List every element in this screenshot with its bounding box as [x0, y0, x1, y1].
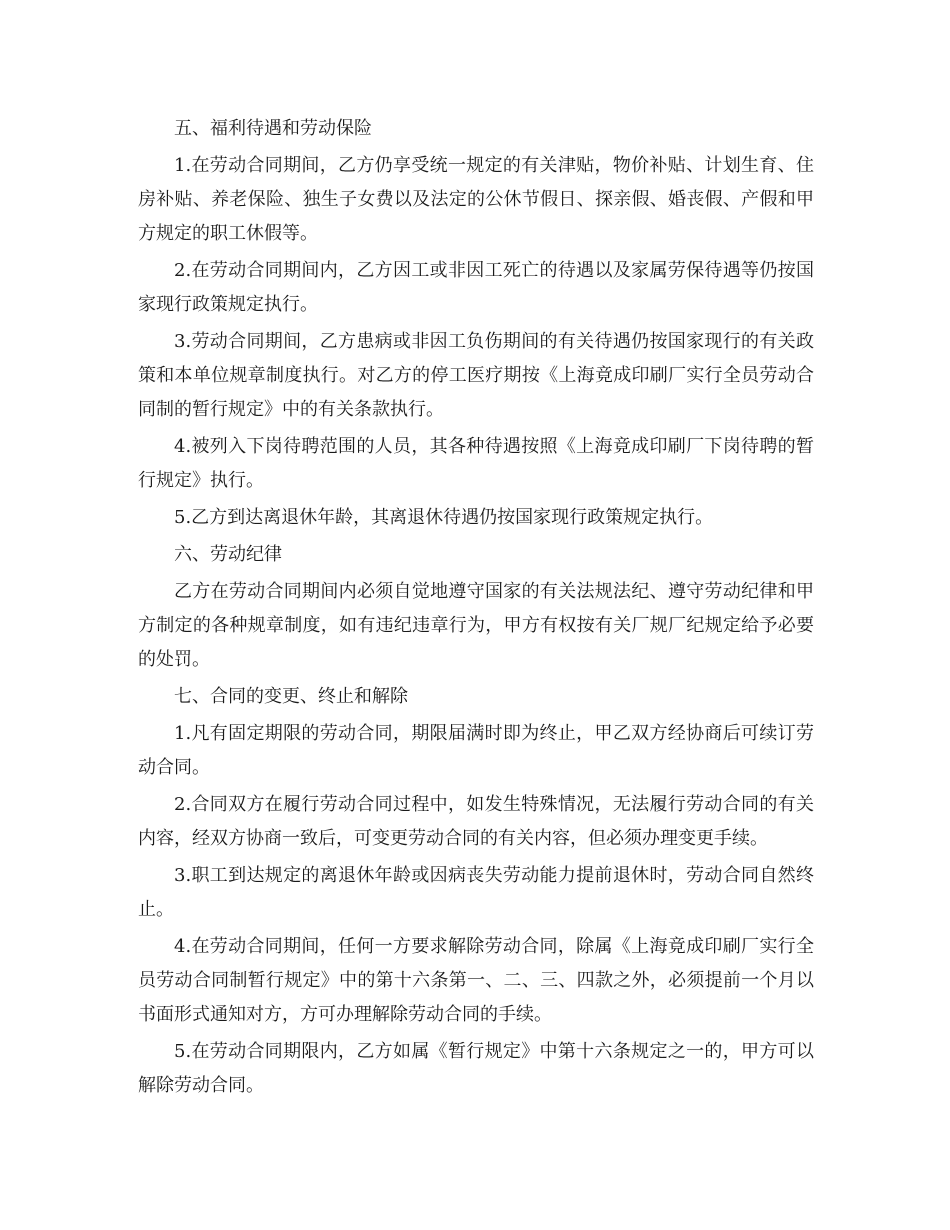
paragraph-welfare-1: 1.在劳动合同期间，乙方仍享受统一规定的有关津贴，物价补贴、计划生育、住房补贴、养老保险、独生子女费以及法定的公休节假日、探亲假、婚丧假、产假和甲方规定的职工休假等。 [138, 155, 814, 244]
paragraph-contract-1: 1.凡有固定期限的劳动合同，期限届满时即为终止，甲乙双方经协商后可续订劳动合同。 [138, 723, 814, 778]
paragraph-welfare-2: 2.在劳动合同期间内，乙方因工或非因工死亡的待遇以及家属劳保待遇等仍按国家现行政策规定执行。 [138, 260, 814, 315]
section-heading-contract-change: 七、合同的变更、终止和解除 [174, 686, 408, 707]
paragraph-welfare-5: 5.乙方到达离退休年龄，其离退休待遇仍按国家现行政策规定执行。 [174, 507, 714, 528]
document-body [138, 112, 814, 1106]
paragraph-discipline: 乙方在劳动合同期间内必须自觉地遵守国家的有关法规法纪、遵守劳动纪律和甲方制定的各种规章制度，如有违纪违章行为，甲方有权按有关厂规厂纪规定给予必要的处罚。 [138, 581, 814, 670]
section-heading-welfare: 五、福利待遇和劳动保险 [174, 118, 372, 139]
paragraph-welfare-3: 3.劳动合同期间，乙方患病或非因工负伤期间的有关待遇仍按国家现行的有关政策和本单位规章制度执行。对乙方的停工医疗期按《上海竟成印刷厂实行全员劳动合同制的暂行规定》中的有关条款执行。 [138, 331, 814, 420]
paragraph-contract-3: 3.职工到达规定的离退休年龄或因病丧失劳动能力提前退休时，劳动合同自然终止。 [138, 865, 814, 920]
paragraph-contract-5: 5.在劳动合同期限内，乙方如属《暂行规定》中第十六条规定之一的，甲方可以解除劳动合同。 [138, 1041, 814, 1096]
paragraph-contract-2: 2.合同双方在履行劳动合同过程中，如发生特殊情况，无法履行劳动合同的有关内容，经双方协商一致后，可变更劳动合同的有关内容，但必须办理变更手续。 [138, 794, 814, 849]
paragraph-welfare-4: 4.被列入下岗待聘范围的人员，其各种待遇按照《上海竟成印刷厂下岗待聘的暂行规定》执行。 [138, 436, 814, 491]
section-heading-discipline: 六、劳动纪律 [174, 544, 282, 565]
paragraph-contract-4: 4.在劳动合同期间，任何一方要求解除劳动合同，除属《上海竟成印刷厂实行全员劳动合同制暂行规定》中的第十六条第一、二、三、四款之外，必须提前一个月以书面形式通知对方，方可办理解除劳动合同的手续。 [138, 936, 814, 1025]
